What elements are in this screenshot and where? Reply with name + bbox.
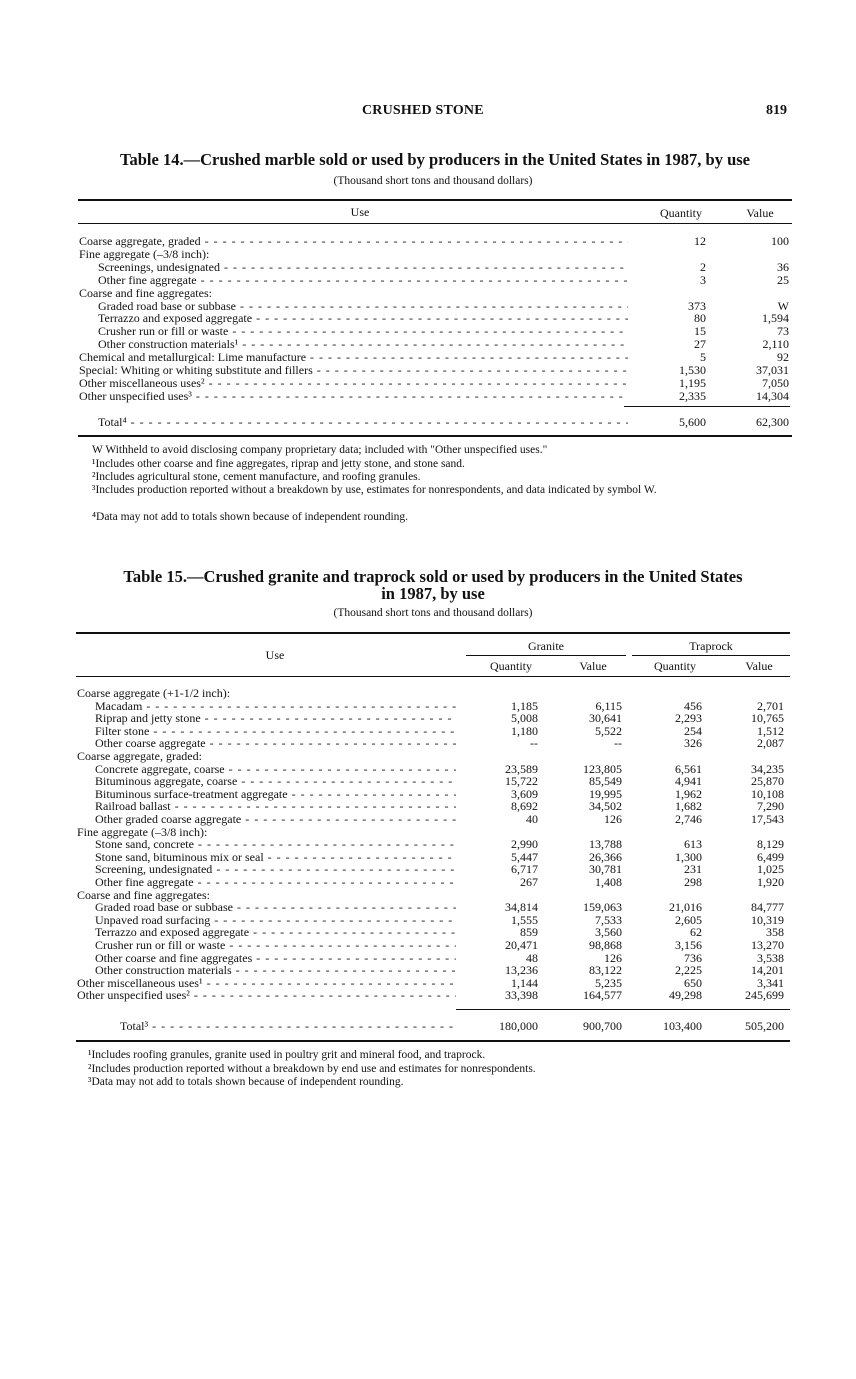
row-traprock-quantity: 6,561 — [675, 762, 702, 776]
row-traprock-value: 14,201 — [751, 963, 784, 977]
row-value: 37,031 — [756, 363, 789, 377]
row-granite-quantity: -- — [530, 736, 538, 750]
row-granite-quantity: 1,144 — [511, 976, 538, 990]
row-quantity: 1,195 — [679, 376, 706, 390]
table14-note-4: ⁴Data may not add to totals shown because of independent rounding. — [92, 511, 409, 523]
table-row — [0, 964, 856, 977]
table14-col-use: Use — [350, 205, 370, 219]
row-traprock-quantity: 613 — [684, 837, 702, 851]
table15-col-traprock: Traprock — [689, 639, 733, 653]
table14-title: Table 14.—Crushed marble sold or used by producers in the United States in 1987, by use — [120, 150, 750, 169]
row-quantity: 15 — [694, 324, 706, 338]
table15-subtitle: (Thousand short tons and thousand dollars) — [333, 607, 533, 619]
row-granite-value: 5,235 — [595, 976, 622, 990]
page-number: 819 — [766, 103, 787, 118]
row-granite-quantity: 267 — [520, 875, 538, 889]
running-head: CRUSHED STONE — [362, 103, 484, 118]
row-value: 2,110 — [762, 337, 789, 351]
row-granite-value: 6,115 — [595, 699, 622, 713]
table-row — [0, 338, 856, 351]
table-row — [0, 261, 856, 274]
row-label: Graded road base or subbase - - - — [98, 300, 628, 313]
row-label: Other fine aggregate - - - — [98, 274, 628, 287]
table14-top-rule — [78, 199, 792, 201]
row-label: Riprap and jetty stone - - - — [95, 712, 456, 725]
row-granite-value: 164,577 — [583, 988, 622, 1002]
row-traprock-value: 2,701 — [757, 699, 784, 713]
row-traprock-quantity: 456 — [684, 699, 702, 713]
row-traprock-quantity: 4,941 — [675, 774, 702, 788]
table14-bottom-rule — [78, 435, 792, 437]
table15-total-traprock-value: 505,200 — [745, 1019, 784, 1033]
row-quantity: 373 — [688, 299, 706, 313]
table14-total-value: 62,300 — [756, 415, 789, 429]
row-traprock-quantity: 3,156 — [675, 938, 702, 952]
row-label: Stone sand, concrete - - - — [95, 838, 456, 851]
row-value: W — [777, 299, 789, 313]
row-granite-quantity: 1,180 — [511, 724, 538, 738]
row-value: 14,304 — [756, 389, 789, 403]
row-granite-value: 85,549 — [589, 774, 622, 788]
row-label: Fine aggregate (–3/8 inch): — [79, 248, 210, 261]
row-granite-quantity: 48 — [526, 951, 538, 965]
row-traprock-value: 25,870 — [751, 774, 784, 788]
row-granite-quantity: 40 — [526, 812, 538, 826]
table15-granite-rule — [466, 655, 626, 656]
table-row — [0, 687, 856, 700]
table-row — [0, 863, 856, 876]
row-label: Terrazzo and exposed aggregate - - - — [98, 312, 628, 325]
row-traprock-quantity: 2,225 — [675, 963, 702, 977]
row-traprock-quantity: 650 — [684, 976, 702, 990]
row-label: Bituminous aggregate, coarse - - - — [95, 775, 456, 788]
row-granite-quantity: 3,609 — [511, 787, 538, 801]
row-label: Other fine aggregate - - - — [95, 876, 456, 889]
table14-total-label: Total⁴ - - - — [98, 416, 628, 429]
row-traprock-quantity: 21,016 — [669, 900, 702, 914]
table-row — [0, 750, 856, 763]
table15-top-rule — [76, 632, 790, 634]
row-label: Other coarse aggregate - - - — [95, 737, 456, 750]
row-traprock-value: 84,777 — [751, 900, 784, 914]
row-traprock-quantity: 2,293 — [675, 711, 702, 725]
row-label: Concrete aggregate, coarse - - - — [95, 763, 456, 776]
table15-col-use: Use — [265, 648, 285, 662]
row-quantity: 27 — [694, 337, 706, 351]
row-traprock-value: 6,499 — [757, 850, 784, 864]
row-value: 1,594 — [762, 311, 789, 325]
row-traprock-value: 358 — [766, 925, 784, 939]
row-traprock-quantity: 1,962 — [675, 787, 702, 801]
row-label: Graded road base or subbase - - - — [95, 901, 456, 914]
table-row — [0, 364, 856, 377]
table-row — [0, 312, 856, 325]
row-traprock-quantity: 1,300 — [675, 850, 702, 864]
table15-traprock-rule — [632, 655, 790, 656]
row-granite-value: 7,533 — [595, 913, 622, 927]
row-granite-value: 30,781 — [589, 862, 622, 876]
row-label: Coarse aggregate, graded - - - — [79, 235, 628, 248]
row-granite-value: 5,522 — [595, 724, 622, 738]
row-label: Unpaved road surfacing - - - — [95, 914, 456, 927]
table14-header-rule — [78, 223, 792, 224]
row-traprock-quantity: 2,605 — [675, 913, 702, 927]
table15-header-rule — [76, 676, 790, 677]
row-traprock-value: 13,270 — [751, 938, 784, 952]
row-granite-value: 98,868 — [589, 938, 622, 952]
row-label: Other coarse and fine aggregates - - - — [95, 952, 456, 965]
table-row — [0, 926, 856, 939]
row-granite-value: 83,122 — [589, 963, 622, 977]
table-row — [0, 775, 856, 788]
row-traprock-quantity: 2,746 — [675, 812, 702, 826]
table-row — [0, 813, 856, 826]
row-label: Terrazzo and exposed aggregate - - - — [95, 926, 456, 939]
row-granite-value: 34,502 — [589, 799, 622, 813]
table-row — [0, 800, 856, 813]
row-traprock-value: 1,025 — [757, 862, 784, 876]
row-traprock-value: 7,290 — [757, 799, 784, 813]
row-quantity: 2,335 — [679, 389, 706, 403]
row-traprock-value: 10,319 — [751, 913, 784, 927]
table15-col-traprock-value: Value — [745, 659, 773, 673]
row-traprock-value: 34,235 — [751, 762, 784, 776]
row-label: Coarse and fine aggregates: — [79, 287, 212, 300]
table-row — [0, 235, 856, 248]
row-traprock-value: 3,538 — [757, 951, 784, 965]
row-traprock-value: 1,512 — [757, 724, 784, 738]
row-value: 73 — [777, 324, 789, 338]
table15-title-line2: in 1987, by use — [381, 584, 485, 603]
row-quantity: 12 — [694, 234, 706, 248]
table-row — [0, 377, 856, 390]
table15-col-granite: Granite — [528, 639, 564, 653]
row-traprock-value: 1,920 — [757, 875, 784, 889]
row-granite-value: 3,560 — [595, 925, 622, 939]
row-traprock-quantity: 736 — [684, 951, 702, 965]
row-traprock-value: 3,341 — [757, 976, 784, 990]
row-label: Crusher run or fill or waste - - - — [98, 325, 628, 338]
table15-col-granite-quantity: Quantity — [490, 659, 532, 673]
row-granite-value: -- — [614, 736, 622, 750]
row-granite-quantity: 13,236 — [505, 963, 538, 977]
row-label: Railroad ballast - - - — [95, 800, 456, 813]
row-granite-quantity: 6,717 — [511, 862, 538, 876]
row-label: Filter stone - - - — [95, 725, 456, 738]
table15-subtotal-rule — [456, 1009, 790, 1010]
row-traprock-quantity: 62 — [690, 925, 702, 939]
table15-col-traprock-quantity: Quantity — [654, 659, 696, 673]
row-traprock-quantity: 298 — [684, 875, 702, 889]
row-label: Other unspecified uses² - - - — [77, 989, 456, 1002]
row-traprock-value: 17,543 — [751, 812, 784, 826]
row-quantity: 3 — [700, 273, 706, 287]
row-quantity: 5 — [700, 350, 706, 364]
table15-total-row — [0, 1020, 856, 1033]
table-row — [0, 248, 856, 261]
table-row — [0, 876, 856, 889]
row-granite-value: 126 — [604, 812, 622, 826]
table14-note-w: W Withheld to avoid disclosing company proprietary data; included with "Other unspecified uses." — [92, 444, 548, 456]
row-quantity: 2 — [700, 260, 706, 274]
row-label: Screening, undesignated - - - — [95, 863, 456, 876]
table-row — [0, 274, 856, 287]
table15-total-granite-value: 900,700 — [583, 1019, 622, 1033]
row-traprock-quantity: 1,682 — [675, 799, 702, 813]
table14-subtotal-rule — [624, 406, 790, 407]
row-label: Other unspecified uses³ - - - — [79, 390, 628, 403]
table-row — [0, 325, 856, 338]
table15-title-line1: Table 15.—Crushed granite and traprock sold or used by producers in the United States — [123, 567, 743, 586]
row-value: 92 — [777, 350, 789, 364]
table-row — [0, 712, 856, 725]
row-label: Coarse aggregate, graded: — [77, 750, 202, 763]
row-traprock-quantity: 254 — [684, 724, 702, 738]
table14-col-value: Value — [746, 206, 774, 220]
row-granite-value: 13,788 — [589, 837, 622, 851]
row-value: 36 — [777, 260, 789, 274]
row-label: Macadam - - - — [95, 700, 456, 713]
table-row — [0, 838, 856, 851]
table-row — [0, 287, 856, 300]
row-traprock-value: 10,765 — [751, 711, 784, 725]
table15-note-1: ¹Includes roofing granules, granite used in poultry grit and mineral food, and traprock. — [88, 1049, 486, 1061]
row-traprock-value: 10,108 — [751, 787, 784, 801]
row-label: Other construction materials¹ - - - — [98, 338, 628, 351]
table-row — [0, 939, 856, 952]
row-label: Bituminous surface-treatment aggregate - - - — [95, 788, 456, 801]
row-granite-value: 159,063 — [583, 900, 622, 914]
row-granite-value: 26,366 — [589, 850, 622, 864]
table15-col-granite-value: Value — [579, 659, 607, 673]
table-row — [0, 390, 856, 403]
row-granite-quantity: 15,722 — [505, 774, 538, 788]
row-label: Coarse and fine aggregates: — [77, 889, 210, 902]
row-granite-quantity: 34,814 — [505, 900, 538, 914]
row-granite-quantity: 5,447 — [511, 850, 538, 864]
row-quantity: 1,530 — [679, 363, 706, 377]
row-granite-value: 19,995 — [589, 787, 622, 801]
row-label: Other graded coarse aggregate - - - — [95, 813, 456, 826]
row-label: Chemical and metallurgical: Lime manufacture - - - — [79, 351, 628, 364]
table-row — [0, 351, 856, 364]
row-granite-value: 126 — [604, 951, 622, 965]
row-label: Screenings, undesignated - - - — [98, 261, 628, 274]
row-label: Stone sand, bituminous mix or seal - - - — [95, 851, 456, 864]
row-label: Other construction materials - - - — [95, 964, 456, 977]
row-granite-quantity: 859 — [520, 925, 538, 939]
table15-total-traprock-quantity: 103,400 — [663, 1019, 702, 1033]
table-row — [0, 737, 856, 750]
table15-bottom-rule — [76, 1040, 790, 1042]
row-granite-quantity: 33,398 — [505, 988, 538, 1002]
table15-note-2: ²Includes production reported without a breakdown by end use and estimates for nonrespondents. — [88, 1063, 536, 1075]
row-label: Other miscellaneous uses¹ - - - — [77, 977, 456, 990]
row-granite-quantity: 8,692 — [511, 799, 538, 813]
table14-note-2: ²Includes agricultural stone, cement manufacture, and roofing granules. — [92, 471, 421, 483]
row-traprock-value: 2,087 — [757, 736, 784, 750]
row-traprock-value: 8,129 — [757, 837, 784, 851]
row-label: Crusher run or fill or waste - - - — [95, 939, 456, 952]
row-label: Other miscellaneous uses² - - - — [79, 377, 628, 390]
table14-note-3: ³Includes production reported without a breakdown by use, estimates for nonrespondents, and data indicated by symbol W. — [92, 484, 657, 496]
row-granite-value: 30,641 — [589, 711, 622, 725]
row-value: 100 — [771, 234, 789, 248]
table14-total-row — [0, 416, 856, 429]
row-label: Special: Whiting or whiting substitute and fillers - - - — [79, 364, 628, 377]
table15-total-granite-quantity: 180,000 — [499, 1019, 538, 1033]
table15-note-3: ³Data may not add to totals shown because of independent rounding. — [88, 1076, 404, 1088]
table14-note-1: ¹Includes other coarse and fine aggregates, riprap and jetty stone, and stone sand. — [92, 458, 465, 470]
row-granite-quantity: 20,471 — [505, 938, 538, 952]
row-traprock-value: 245,699 — [745, 988, 784, 1002]
row-granite-quantity: 1,185 — [511, 699, 538, 713]
row-granite-value: 123,805 — [583, 762, 622, 776]
row-granite-quantity: 5,008 — [511, 711, 538, 725]
table-row — [0, 989, 856, 1002]
table14-subtitle: (Thousand short tons and thousand dollars) — [333, 175, 533, 187]
row-traprock-quantity: 231 — [684, 862, 702, 876]
table-row — [0, 901, 856, 914]
row-granite-value: 1,408 — [595, 875, 622, 889]
row-value: 25 — [777, 273, 789, 287]
row-granite-quantity: 23,589 — [505, 762, 538, 776]
row-traprock-quantity: 49,298 — [669, 988, 702, 1002]
row-value: 7,050 — [762, 376, 789, 390]
row-granite-quantity: 1,555 — [511, 913, 538, 927]
row-granite-quantity: 2,990 — [511, 837, 538, 851]
row-quantity: 80 — [694, 311, 706, 325]
table15-total-label: Total³ - - - — [120, 1020, 456, 1033]
row-label: Fine aggregate (–3/8 inch): — [77, 826, 208, 839]
row-label: Coarse aggregate (+1-1/2 inch): — [77, 687, 231, 700]
table14-total-quantity: 5,600 — [679, 415, 706, 429]
table14-col-quantity: Quantity — [660, 206, 702, 220]
row-traprock-quantity: 326 — [684, 736, 702, 750]
